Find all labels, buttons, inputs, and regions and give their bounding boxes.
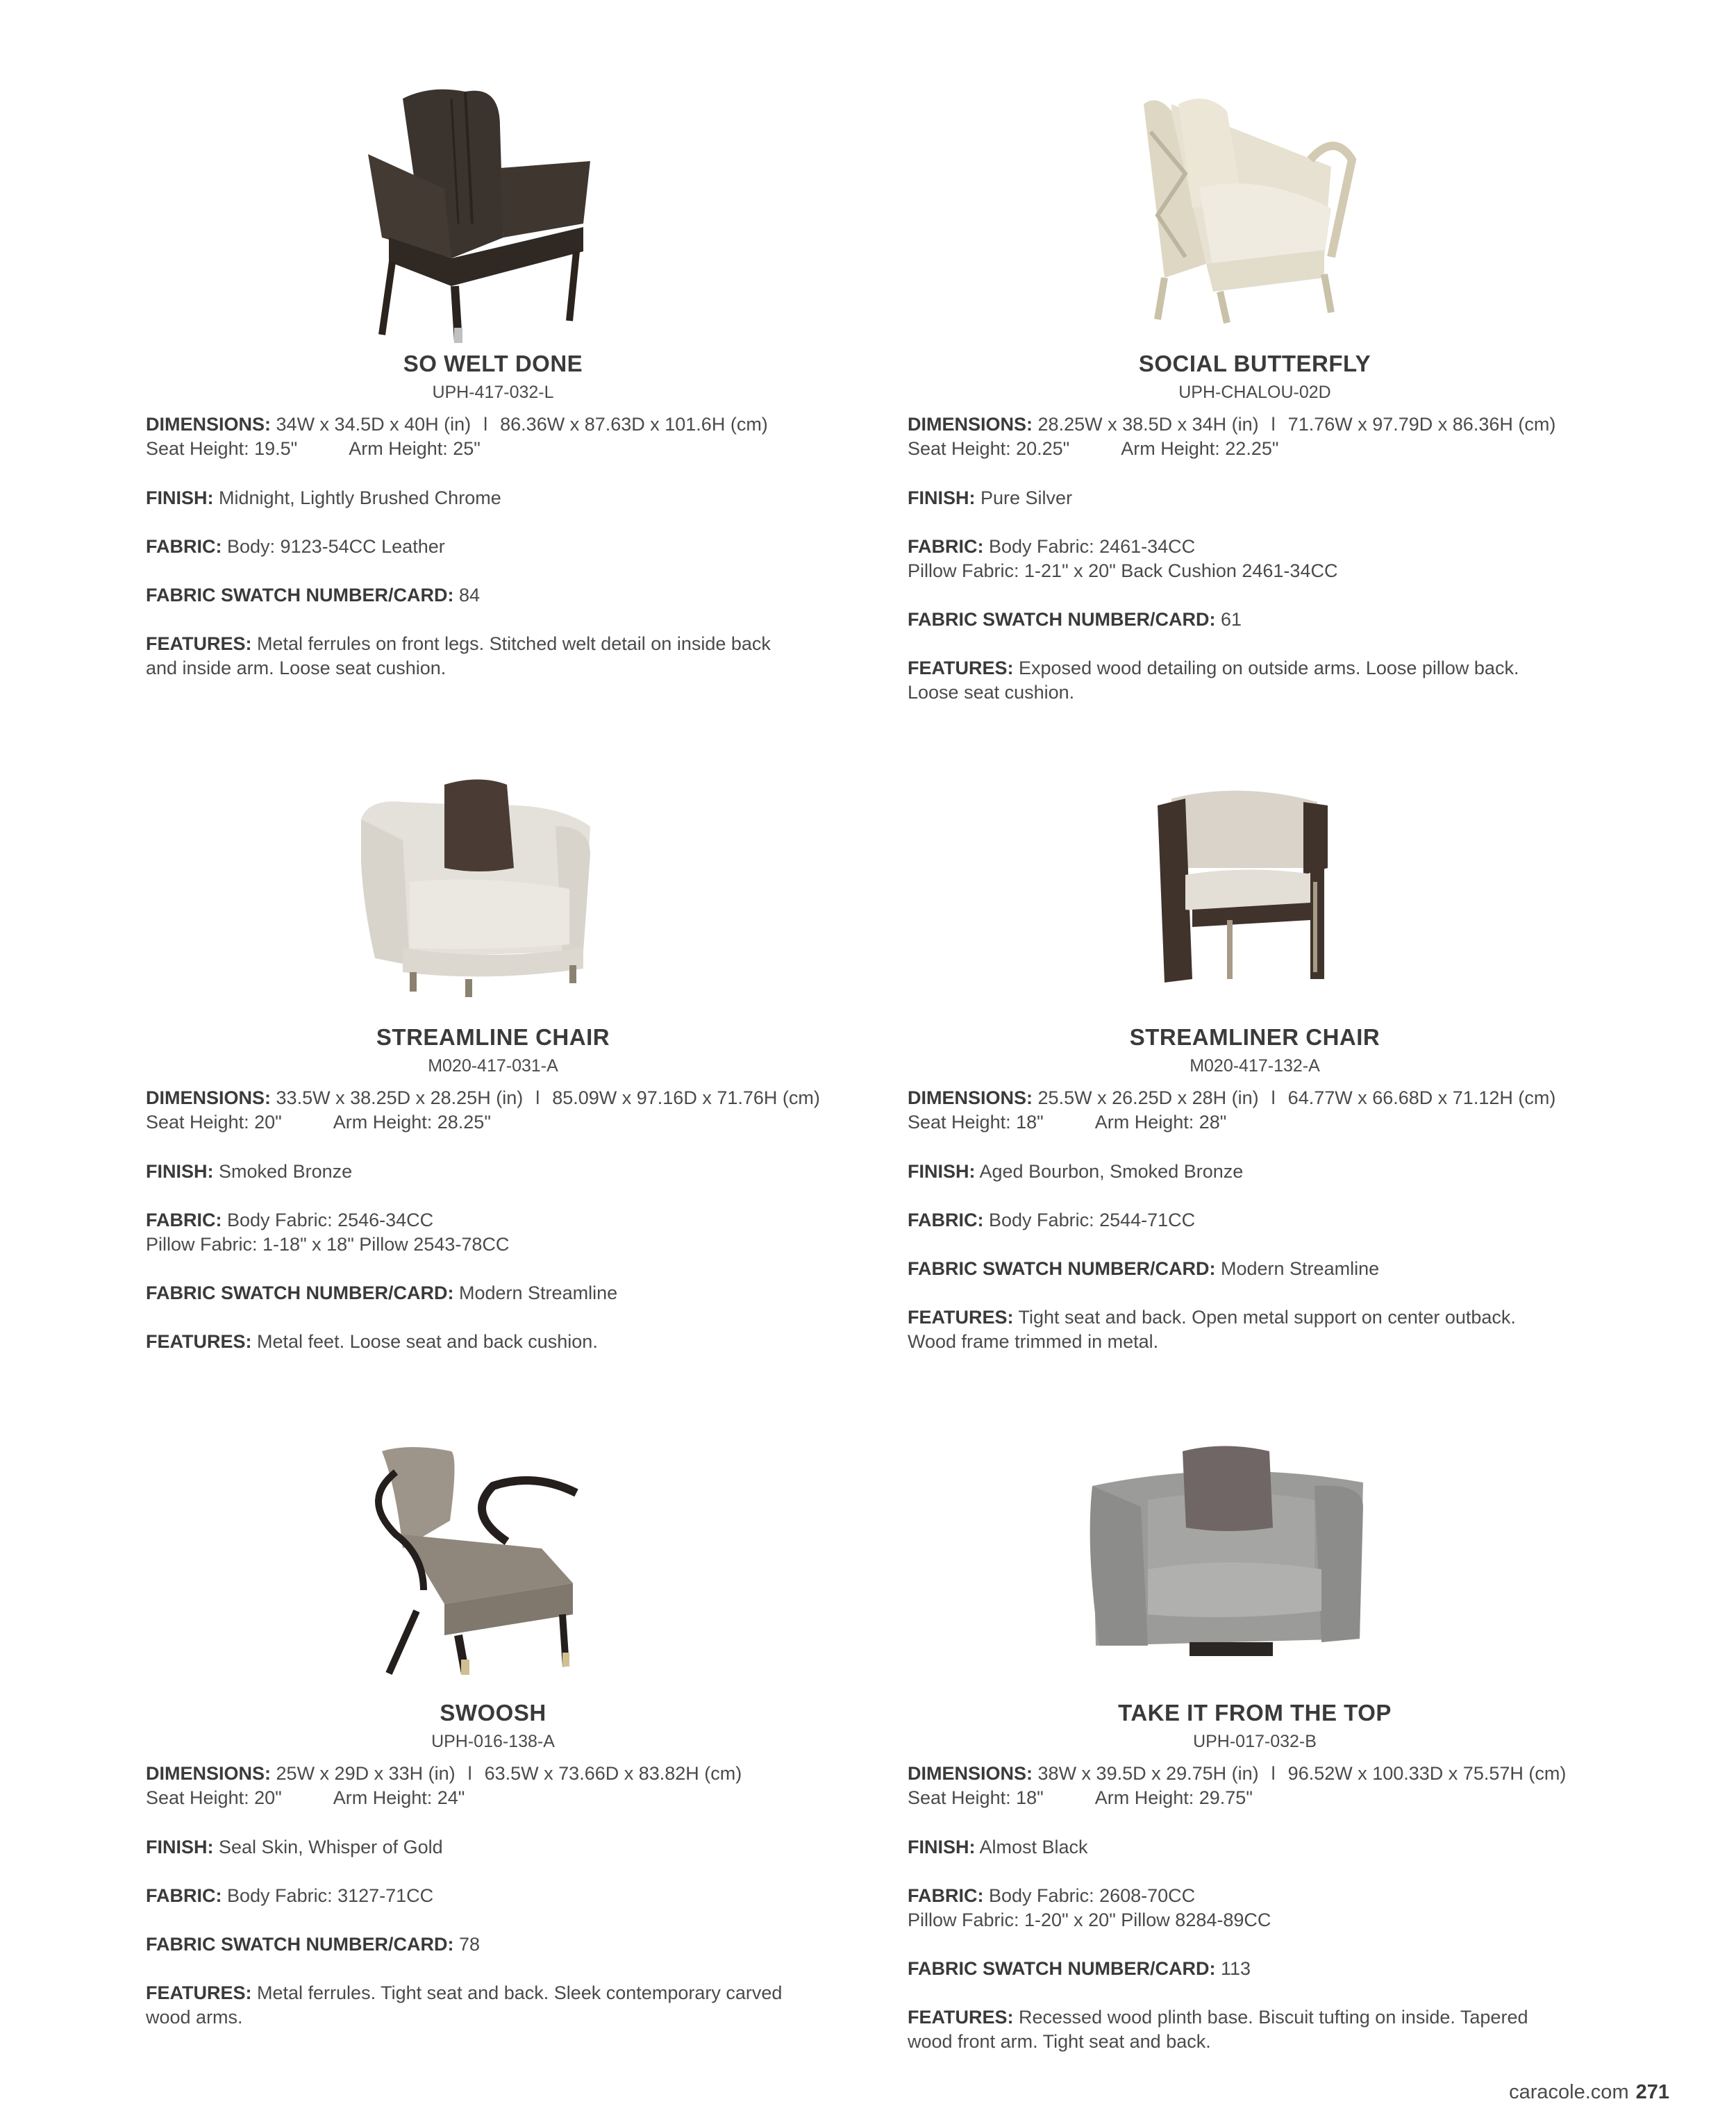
fabric-label: FABRIC:	[908, 1885, 984, 1906]
finish-label: FINISH:	[146, 1837, 214, 1857]
features-label: FEATURES:	[908, 2007, 1014, 2028]
spec-features	[908, 1305, 1658, 1330]
arm-height: Arm Height: 25"	[349, 438, 481, 459]
spec-dimensions	[146, 1762, 896, 1786]
product-name: STREAMLINER CHAIR	[1129, 1024, 1380, 1050]
dimensions-in: 34W x 34.5D x 40H (in)	[276, 414, 471, 435]
finish-value: Smoked Bronze	[219, 1161, 353, 1182]
spec-fabric	[908, 1884, 1658, 1908]
spec-finish	[146, 1160, 896, 1184]
dimensions-in: 28.25W x 38.5D x 34H (in)	[1037, 414, 1259, 435]
product-name: STREAMLINE CHAIR	[376, 1024, 610, 1050]
spec-finish	[146, 1835, 896, 1860]
features-value: Metal ferrules. Tight seat and back. Sleek contemporary carved	[257, 1982, 783, 2003]
features-value: Metal ferrules on front legs. Stitched welt detail on inside back	[257, 633, 771, 654]
finish-label: FINISH:	[146, 487, 214, 508]
finish-value: Almost Black	[979, 1837, 1088, 1857]
spec-heights	[908, 1786, 1658, 1810]
spec-swatch	[146, 1932, 896, 1957]
spec-swatch	[146, 1281, 896, 1305]
spec-dimensions	[146, 412, 896, 437]
product-name: SWOOSH	[440, 1700, 546, 1726]
spec-features	[146, 1981, 896, 2005]
spec-features	[908, 2005, 1658, 2030]
arm-height: Arm Height: 24"	[333, 1787, 465, 1808]
spec-finish	[146, 486, 896, 510]
product-photo	[1085, 1444, 1377, 1666]
fabric-label: FABRIC:	[146, 1210, 222, 1230]
dimensions-cm: 86.36W x 87.63D x 101.6H (cm)	[500, 414, 768, 435]
dimensions-cm: 63.5W x 73.66D x 83.82H (cm)	[484, 1763, 742, 1784]
finish-label: FINISH:	[908, 1837, 976, 1857]
features-value: Tight seat and back. Open metal support on center outback.	[1018, 1307, 1516, 1328]
product-sku: UPH-CHALOU-02D	[1178, 383, 1331, 402]
dimensions-label: DIMENSIONS:	[908, 414, 1033, 435]
spec-finish	[908, 1835, 1658, 1860]
swatch-label: FABRIC SWATCH NUMBER/CARD:	[146, 1934, 454, 1955]
finish-label: FINISH:	[146, 1161, 214, 1182]
finish-value: Midnight, Lightly Brushed Chrome	[219, 487, 501, 508]
seat-height: Seat Height: 18"	[908, 1787, 1044, 1808]
spec-features-line2: wood front arm. Tight seat and back.	[908, 2031, 1211, 2052]
product-name: SOCIAL BUTTERFLY	[1138, 351, 1371, 376]
dimensions-in: 25.5W x 26.25D x 28H (in)	[1037, 1087, 1259, 1108]
seat-height: Seat Height: 20"	[146, 1787, 282, 1808]
spec-fabric-line2: Pillow Fabric: 1-21" x 20" Back Cushion 2461-34CC	[908, 560, 1338, 581]
spec-fabric	[146, 1208, 896, 1233]
swatch-value: 84	[459, 585, 481, 605]
fabric-label: FABRIC:	[146, 536, 222, 557]
fabric-value: Body Fabric: 2608-70CC	[989, 1885, 1196, 1906]
spec-features	[908, 656, 1658, 680]
spec-swatch	[908, 1957, 1658, 1981]
spec-dimensions	[908, 412, 1658, 437]
seat-height: Seat Height: 18"	[908, 1112, 1044, 1133]
spec-dimensions	[908, 1086, 1658, 1110]
product-sku: UPH-016-138-A	[431, 1732, 555, 1751]
spec-swatch	[908, 608, 1658, 632]
spec-dimensions	[908, 1762, 1658, 1786]
spec-fabric	[908, 1208, 1658, 1233]
dimensions-in: 33.5W x 38.25D x 28.25H (in)	[276, 1087, 524, 1108]
spec-features-line2: wood arms.	[146, 2007, 243, 2028]
spec-features	[146, 1330, 896, 1354]
swatch-label: FABRIC SWATCH NUMBER/CARD:	[908, 1258, 1216, 1279]
finish-label: FINISH:	[908, 487, 976, 508]
seat-height: Seat Height: 19.5"	[146, 438, 298, 459]
spec-fabric-line2: Pillow Fabric: 1-20" x 20" Pillow 8284-89CC	[908, 1910, 1271, 1930]
swatch-value: Modern Streamline	[1221, 1258, 1380, 1279]
spec-heights	[146, 437, 896, 461]
spec-fabric	[908, 535, 1658, 559]
dimensions-label: DIMENSIONS:	[146, 1087, 272, 1108]
spec-heights	[146, 1786, 896, 1810]
swatch-label: FABRIC SWATCH NUMBER/CARD:	[146, 585, 454, 605]
dimensions-cm: 85.09W x 97.16D x 71.76H (cm)	[552, 1087, 820, 1108]
seat-height: Seat Height: 20.25"	[908, 438, 1070, 459]
features-label: FEATURES:	[146, 1982, 252, 2003]
spec-heights	[908, 1110, 1658, 1135]
features-value: Exposed wood detailing on outside arms. Loose pillow back.	[1019, 658, 1519, 678]
features-label: FEATURES:	[908, 1307, 1014, 1328]
swatch-label: FABRIC SWATCH NUMBER/CARD:	[908, 609, 1216, 630]
swatch-value: Modern Streamline	[459, 1283, 618, 1303]
spec-finish	[908, 486, 1658, 510]
swatch-value: 113	[1221, 1958, 1251, 1979]
fabric-value: Body Fabric: 3127-71CC	[227, 1885, 434, 1906]
dimensions-label: DIMENSIONS:	[146, 414, 272, 435]
page-number: 271	[1635, 2081, 1669, 2103]
spec-heights	[146, 1110, 896, 1135]
fabric-label: FABRIC:	[908, 536, 984, 557]
fabric-value: Body Fabric: 2544-71CC	[989, 1210, 1196, 1230]
product-name: TAKE IT FROM THE TOP	[1118, 1700, 1392, 1726]
features-label: FEATURES:	[146, 1331, 252, 1352]
product-sku: UPH-017-032-B	[1193, 1732, 1317, 1751]
swatch-value: 61	[1221, 609, 1242, 630]
spec-swatch	[908, 1257, 1658, 1281]
spec-features-line2: Loose seat cushion.	[908, 682, 1075, 703]
finish-value: Seal Skin, Whisper of Gold	[219, 1837, 443, 1857]
spec-dimensions	[146, 1086, 896, 1110]
product-sku: UPH-417-032-L	[432, 383, 554, 402]
spec-finish	[908, 1160, 1658, 1184]
product-photo	[361, 85, 597, 349]
dimensions-separator: l	[467, 1763, 472, 1784]
footer-site: caracole.com	[1509, 2081, 1629, 2103]
dimensions-separator: l	[1271, 1087, 1276, 1108]
features-value: Recessed wood plinth base. Biscuit tufting on inside. Tapered	[1019, 2007, 1528, 2028]
arm-height: Arm Height: 28.25"	[333, 1112, 491, 1133]
swatch-label: FABRIC SWATCH NUMBER/CARD:	[146, 1283, 454, 1303]
dimensions-separator: l	[483, 414, 488, 435]
product-name: SO WELT DONE	[403, 351, 583, 376]
dimensions-separator: l	[535, 1087, 540, 1108]
dimensions-label: DIMENSIONS:	[908, 1763, 1033, 1784]
seat-height: Seat Height: 20"	[146, 1112, 282, 1133]
dimensions-in: 38W x 39.5D x 29.75H (in)	[1037, 1763, 1259, 1784]
product-photo	[368, 1444, 590, 1680]
dimensions-separator: l	[1271, 414, 1276, 435]
dimensions-cm: 64.77W x 66.68D x 71.12H (cm)	[1287, 1087, 1556, 1108]
fabric-label: FABRIC:	[908, 1210, 984, 1230]
spec-swatch	[146, 583, 896, 608]
spec-fabric	[146, 1884, 896, 1908]
arm-height: Arm Height: 22.25"	[1121, 438, 1279, 459]
fabric-value: Body: 9123-54CC Leather	[227, 536, 445, 557]
finish-value: Aged Bourbon, Smoked Bronze	[979, 1161, 1244, 1182]
dimensions-label: DIMENSIONS:	[146, 1763, 272, 1784]
spec-heights	[908, 437, 1658, 461]
finish-value: Pure Silver	[980, 487, 1073, 508]
product-sku: M020-417-031-A	[428, 1056, 558, 1076]
arm-height: Arm Height: 29.75"	[1094, 1787, 1253, 1808]
dimensions-cm: 71.76W x 97.79D x 86.36H (cm)	[1287, 414, 1556, 435]
finish-label: FINISH:	[908, 1161, 976, 1182]
product-photo	[1123, 90, 1359, 326]
dimensions-separator: l	[1271, 1763, 1276, 1784]
spec-fabric	[146, 535, 896, 559]
fabric-label: FABRIC:	[146, 1885, 222, 1906]
product-sku: M020-417-132-A	[1190, 1056, 1320, 1076]
features-value: Metal feet. Loose seat and back cushion.	[257, 1331, 598, 1352]
spec-features	[146, 632, 896, 656]
fabric-value: Body Fabric: 2546-34CC	[227, 1210, 434, 1230]
fabric-value: Body Fabric: 2461-34CC	[989, 536, 1196, 557]
page-footer	[1509, 2081, 1669, 2104]
features-label: FEATURES:	[146, 633, 252, 654]
arm-height: Arm Height: 28"	[1094, 1112, 1227, 1133]
spec-features-line2: Wood frame trimmed in metal.	[908, 1331, 1159, 1352]
dimensions-label: DIMENSIONS:	[908, 1087, 1033, 1108]
product-photo	[361, 778, 597, 1000]
swatch-label: FABRIC SWATCH NUMBER/CARD:	[908, 1958, 1216, 1979]
spec-features-line2: and inside arm. Loose seat cushion.	[146, 658, 446, 678]
dimensions-cm: 96.52W x 100.33D x 75.57H (cm)	[1287, 1763, 1567, 1784]
spec-fabric-line2: Pillow Fabric: 1-18" x 18" Pillow 2543-78CC	[146, 1234, 510, 1255]
features-label: FEATURES:	[908, 658, 1014, 678]
dimensions-in: 25W x 29D x 33H (in)	[276, 1763, 456, 1784]
swatch-value: 78	[459, 1934, 481, 1955]
product-photo	[1144, 785, 1338, 993]
